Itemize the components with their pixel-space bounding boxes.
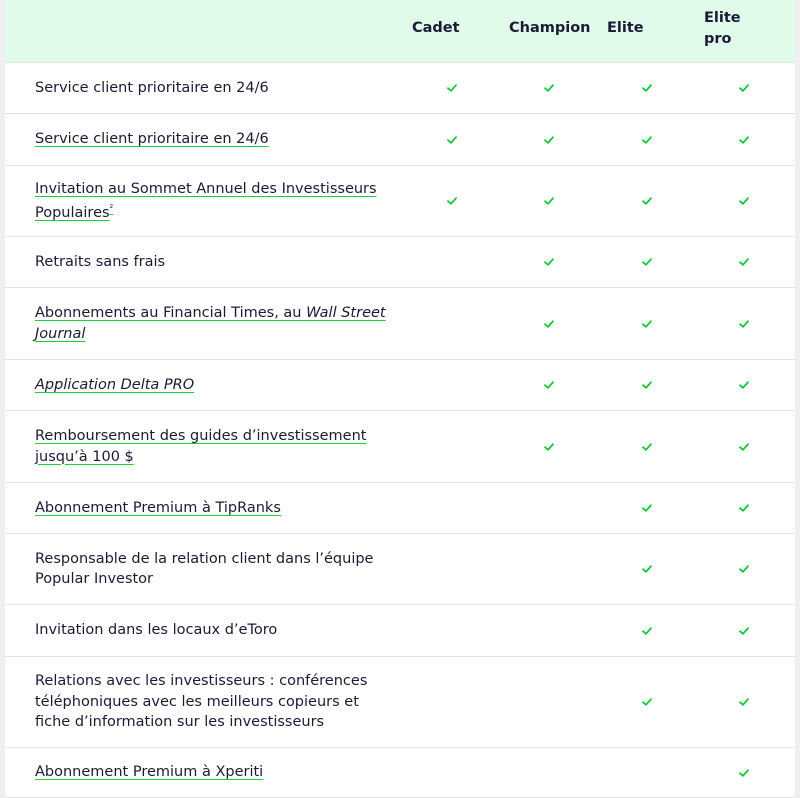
feature-label[interactable] [35, 303, 395, 344]
feature-label[interactable] [35, 129, 395, 150]
table-row [5, 288, 795, 360]
check-icon [542, 81, 556, 95]
feature-label [35, 78, 395, 99]
feature-text: Responsable de la relation client dans l’équipe Popular Investor [35, 550, 374, 587]
check-icon [737, 317, 751, 331]
check-icon [640, 317, 654, 331]
feature-text: Invitation dans les locaux d’eToro [35, 622, 278, 639]
check-icon [640, 624, 654, 638]
feature-text: Service client prioritaire en 24/6 [35, 79, 269, 96]
feature-label [35, 549, 395, 590]
table-row [5, 605, 795, 657]
feature-label[interactable] [35, 375, 395, 396]
check-icon [737, 133, 751, 147]
column-header-cadet: Cadet [412, 20, 460, 36]
feature-label [35, 671, 395, 733]
check-icon [737, 378, 751, 392]
check-icon [640, 255, 654, 269]
check-icon [542, 133, 556, 147]
table-row [5, 237, 795, 288]
feature-label[interactable] [35, 498, 395, 519]
check-icon [640, 562, 654, 576]
check-icon [737, 766, 751, 780]
feature-label [35, 620, 395, 641]
check-icon [542, 255, 556, 269]
feature-text[interactable]: Service client prioritaire en 24/6 [35, 131, 269, 148]
check-icon [640, 440, 654, 454]
feature-label [35, 252, 395, 273]
check-icon [445, 194, 459, 208]
feature-text[interactable]: Abonnement Premium à Xperiti [35, 764, 264, 781]
table-row [5, 114, 795, 166]
table-header [5, 0, 795, 63]
check-icon [737, 440, 751, 454]
check-icon [542, 317, 556, 331]
feature-text: Retraits sans frais [35, 253, 166, 270]
check-icon [737, 501, 751, 515]
check-icon [542, 194, 556, 208]
check-icon [640, 378, 654, 392]
column-header-elite: Elite [607, 20, 644, 36]
check-icon [640, 133, 654, 147]
check-icon [737, 255, 751, 269]
column-header-elite-pro: Elite pro [704, 10, 741, 47]
footnote-marker[interactable]: ² [109, 204, 114, 215]
table-row [5, 748, 795, 798]
feature-label[interactable] [35, 426, 395, 467]
comparison-table [5, 0, 795, 798]
check-icon [640, 194, 654, 208]
feature-text: Relations avec les investisseurs : conférences téléphoniques avec les meilleurs copieurs et fiche d’information sur les investisseurs [35, 673, 368, 731]
feature-text[interactable]: Application Delta PRO [35, 376, 195, 393]
check-icon [737, 624, 751, 638]
check-icon [445, 133, 459, 147]
table-row [5, 166, 795, 237]
check-icon [640, 695, 654, 709]
feature-text[interactable]: Remboursement des guides d’investissement jusqu’à 100 $ [35, 428, 367, 465]
check-icon [640, 81, 654, 95]
check-icon [737, 562, 751, 576]
check-icon [445, 81, 459, 95]
feature-text[interactable]: Abonnement Premium à TipRanks [35, 499, 281, 516]
check-icon [542, 378, 556, 392]
table-row [5, 657, 795, 748]
feature-text[interactable]: Abonnements au Financial Times, au [35, 305, 307, 321]
feature-label[interactable] [35, 179, 395, 224]
check-icon [737, 81, 751, 95]
table-row [5, 411, 795, 483]
feature-text[interactable]: Invitation au Sommet Annuel des Investisseurs Populaires [35, 180, 377, 221]
check-icon [640, 501, 654, 515]
feature-text[interactable]: Wall Street Journal [35, 305, 386, 342]
check-icon [737, 194, 751, 208]
table-row [5, 360, 795, 411]
table-row [5, 534, 795, 605]
table-row [5, 483, 795, 534]
check-icon [542, 440, 556, 454]
table-row [5, 63, 795, 114]
check-icon [737, 695, 751, 709]
column-header-champion: Champion [509, 20, 591, 36]
feature-label[interactable] [35, 762, 395, 783]
